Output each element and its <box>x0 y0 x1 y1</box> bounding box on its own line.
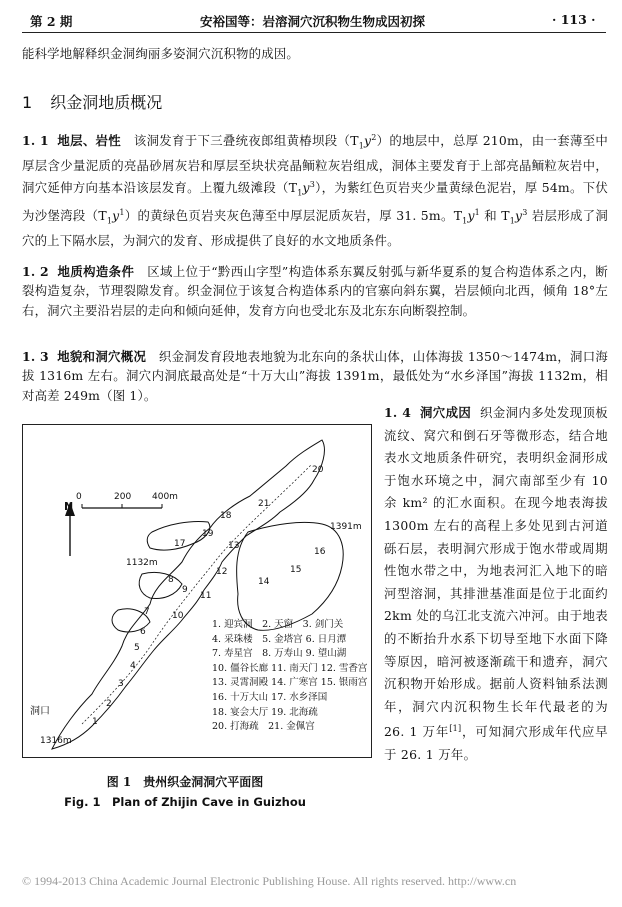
paragraph-1-1: 1. 1 地层、岩性 该洞发育于下三叠统夜郎组黄椿坝段$(T_1y^2)$的地层中，总厚 210m，由一套薄至中厚层含少量泥质的亮晶砂屑灰岩和厚层至块状亮晶鲕粒灰岩组成，洞体主要发育于上部亮晶鲕粒灰岩中，洞穴延伸方向基本沿该层发育。上覆九级滩段$(T_1y^3)$，为紫红色页岩夹少量黄绿色泥岩，厚 54m。下伏为沙堡湾段$(T_1y^1)$的黄绿色页岩夹灰色薄至中厚层泥质灰岩，厚 31. 5m。$T_1y^1$ 和 $T_1y^3$ 岩层形成了洞穴的上下隔水层，为洞穴的发育、形成提供了良好的水文地质条件。 <box>22 133 609 248</box>
legend-line: 10. 僵谷长廊 11. 南天门 12. 雪香宫 <box>212 662 368 674</box>
citation: [1] <box>449 724 462 734</box>
legend-line: 20. 打海疏 21. 金佩宫 <box>212 721 315 733</box>
subsection-number: 1. 4 <box>384 405 412 420</box>
location-number: 8 <box>168 575 174 585</box>
header-rule <box>22 32 606 33</box>
figure-caption-en: Fig. 1 Plan of Zhijin Cave in Guizhou <box>64 795 306 809</box>
north-label: N <box>64 500 74 513</box>
subsection-number: 1. 3 <box>22 349 49 364</box>
location-number: 16 <box>314 547 326 557</box>
subsection-head: 洞穴成因 <box>419 405 472 420</box>
legend-line: 4. 采珠楼 5. 金塔宫 6. 日月潭 <box>212 633 347 645</box>
body-text: ），为紫红色页岩夹少量黄绿色泥岩，厚 54m。下伏为沙堡湾段（T <box>22 180 608 224</box>
location-number: 10 <box>172 611 184 621</box>
section-title: 织金洞地质概况 <box>50 93 163 112</box>
location-number: 12 <box>216 567 228 577</box>
legend-line: 13. 灵霄洞殿 14. 广寒宫 15. 银雨宫 <box>212 677 368 689</box>
body-text: 该洞发育于下三叠统夜郎组黄椿坝段（T <box>133 133 359 149</box>
legend-line: 18. 宴会大厅 19. 北海疏 <box>212 706 318 718</box>
body-text: 织金洞内多处发现顶板流纹、窝穴和倒石牙等微形态，结合地表水文地质条件研究，表明织金洞形成于饱水环境之中，洞穴南部至少有 10 余 km² 的汇水面积。在现今地表海拔 1300m 左右的高程上多处见到古河道砾石层，表明洞穴形成于饱水带或周期性饱水带之中，为地表河汇入地下的暗河型溶洞，其排泄基准面是位于北面约 2km 处的乌江北支流六冲河。由于地表的不断抬升水系下切导至地下水面下降等原因，暗河被逐渐疏干和遗弃，洞穴沉积物开始形成。据前人资料铀系法测年，洞穴内沉积物生长年代最老的为 26. 1 万年 <box>384 405 608 740</box>
body-text: 区域上位于“黔西山字型”构造体系东翼反射弧与新华夏系的复合构造体系之内，断裂构造复杂，节理裂隙发育。织金洞位于该复合构造体系内的官寨向斜东翼，岩层倾向北西，倾角 18°左右，洞穴主要沿岩层的走向和倾向延伸，发育方向也受北东及北东东向断裂控制。 <box>22 264 609 318</box>
scale-end: 400m <box>152 492 178 502</box>
running-title: 安裕国等：岩溶洞穴沉积物生物成因初探 <box>200 14 426 29</box>
entrance-label: 洞口 <box>30 706 50 717</box>
location-number: 18 <box>220 511 232 521</box>
elevation-high: 1391m <box>330 522 362 532</box>
location-number: 20 <box>312 465 324 475</box>
location-number: 21 <box>258 499 270 509</box>
location-number: 6 <box>140 627 146 637</box>
location-number: 2 <box>106 699 112 709</box>
location-number: 3 <box>118 679 124 689</box>
location-number: 5 <box>134 643 140 653</box>
subsection-head: 地层、岩性 <box>57 133 122 149</box>
location-number: 9 <box>182 585 188 595</box>
location-number: 17 <box>174 539 186 549</box>
paragraph-1-2 <box>22 262 608 320</box>
paragraph-1-4 <box>384 402 608 767</box>
location-number: 11 <box>200 591 212 601</box>
legend-line: 16. 十万大山 17. 水乡泽国 <box>212 691 328 703</box>
subsection-number: 1. 1 <box>22 133 49 149</box>
location-number: 7 <box>144 607 150 617</box>
scale-zero: 0 <box>76 492 82 502</box>
elevation-entrance: 1316m <box>40 736 72 746</box>
location-number: 19 <box>202 529 214 539</box>
body-text: 岩层形成了洞穴的上下隔水层，为洞穴的发育、形成提供了良好的水文地质条件。 <box>22 208 608 248</box>
intro-line: 能科学地解释织金洞绚丽多姿洞穴沉积物的成因。 <box>22 46 299 61</box>
section-number: 1 <box>22 93 33 112</box>
location-number: 1 <box>92 717 98 727</box>
body-text: ，可知洞穴形成年代应早于 26. 1 万年。 <box>384 724 608 763</box>
subsection-head: 地貌和洞穴概况 <box>57 349 147 364</box>
figure-legend <box>212 618 367 735</box>
body-text: ）的地层中，总厚 210m，由一套薄至中厚层含少量泥质的亮晶砂屑灰岩和厚层至块状亮晶鲕粒灰岩组成，洞体主要发育于上部亮晶鲕粒灰岩中，洞穴延伸方向基本沿该层发育。上覆九级滩段（T <box>22 133 609 196</box>
body-text: 和 T <box>479 208 510 224</box>
subsection-head: 地质构造条件 <box>57 264 135 279</box>
elevation-low: 1132m <box>126 558 158 568</box>
issue-number: 第 2 期 <box>30 14 73 29</box>
figure-caption-cn: 图 1 贵州织金洞洞穴平面图 <box>106 775 264 789</box>
location-number: 13 <box>228 541 240 551</box>
scale-mid: 200 <box>114 492 132 502</box>
location-number: 15 <box>290 565 302 575</box>
page-number: · 113 · <box>552 12 596 27</box>
location-number: 14 <box>258 577 270 587</box>
legend-line: 7. 寿星宫 8. 万寿山 9. 望山湖 <box>212 648 347 660</box>
location-number: 4 <box>130 661 136 671</box>
scale-bar <box>82 504 162 508</box>
section-heading <box>22 90 162 113</box>
body-text: ）的黄绿色页岩夹灰色薄至中厚层泥质灰岩，厚 31. 5m。T <box>124 208 463 224</box>
copyright-footer: © 1994-2013 China Academic Journal Electronic Publishing House. All rights reserved. http://www.cn <box>22 874 517 888</box>
subsection-number: 1. 2 <box>22 264 49 279</box>
body-text: 织金洞发育段地表地貌为北东向的条状山体，山体海拔 1350～1474m，洞口海拔 1316m 左右。洞穴内洞底最高处是“十万大山”海拔 1391m，最低处为“水乡泽国”海拔 1132m，相对高差 249m（图 1）。 <box>22 349 609 403</box>
paragraph-1-3 <box>22 347 608 405</box>
legend-line: 1. 迎宾洞 2. 天窗 3. 剑门关 <box>212 619 344 630</box>
